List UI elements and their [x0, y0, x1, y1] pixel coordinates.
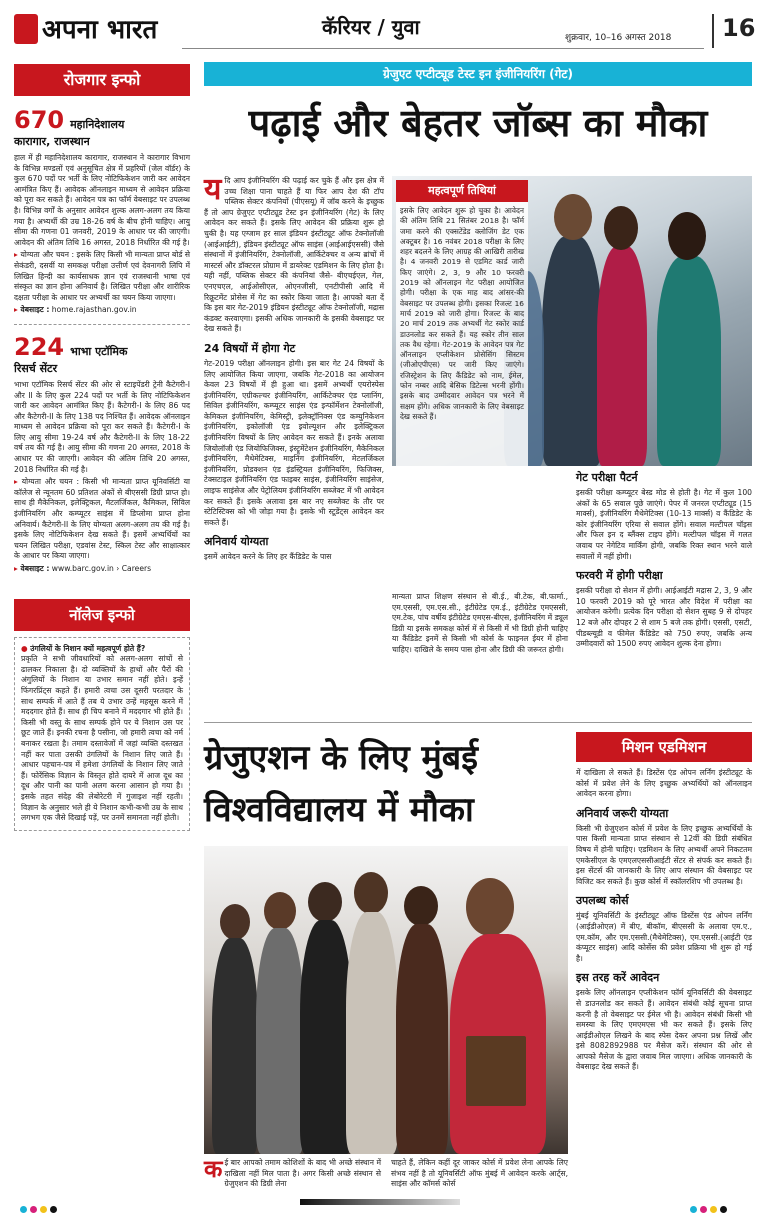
job-website: ▸ वेबसाइट : www.barc.gov.in › Careers [14, 564, 152, 573]
graduate-head [466, 878, 514, 936]
masthead-red-mark [14, 14, 38, 44]
color-dots-right [690, 1198, 730, 1217]
job-eligibility: ▸ योग्यता और चयन : किसी भी मान्यता प्राप्त यूनिवर्सिटी या कॉलेज से न्यूनतम 60 प्रतिशत अंकों से बीएससी डिग्री प्राप्त हो। साथ ही मैकेनिकल, इलेक्ट्रिकल, मैटलर्जिकल, कैमिकल, सिविल इंजीनियरिंग और कम्प्यूटर साइंस में डिप्लोमा प्राप्त होना अनिवार्य। कैटेगरी-II के लिए योग्यता अलग-अलग तय की गई है। इसके लिए नोटिफिकेशन देख सकते हैं। इसमें अभ्यर्थियों का चयन लिखित परीक्षा, एडवांस टेस्ट, स्किल टेस्ट और साक्षात्कार के आधार पर किया जाएगा। [14, 477, 190, 561]
february-exam-body: इसकी परीक्षा दो सेशन में होगी। आईआईटी मद्रास 2, 3, 9 और 10 फरवरी 2019 को पूरे भारत और विदेश में परीक्षा का आयोजन करेगी। प्रत्येक दिन परीक्षा दो सेशन सुबह 9 से दोपहर 12 बजे और दोपहर 2 से शाम 5 बजे तक होगी। एससी, एसटी, पीडब्ल्यूडी व फीमेल कैंडिडेट को 750 रुपए, जबकि अन्य उम्मीदवारों को 1500 रुपए आवेदन शुल्क देना होगा। [576, 586, 752, 649]
student-figure [542, 236, 602, 466]
gate-intro: दि आप इंजीनियरिंग की पढ़ाई कर चुके हैं और इस क्षेत्र में उच्च शिक्षा पाना चाहते हैं या फिर आप देश की टॉप पब्लिक सेक्टर कंपनियों (पीएसयू) में जॉब करने के इच्छुक हैं तो आप ग्रेजुएट एप्टीट्यूड टेस्ट इन इंजीनियरिंग (गेट) के लिए आवेदन कर सकते हैं। इसके लिए आवेदन की प्रक्रिया शुरू हो चुकी है। यह एग्जाम हर साल इंडियन इंस्टीट्यूट ऑफ टेक्नोलॉजी (आईआईटी), इंडियन इंस्टीट्यूट ऑफ साइंस (आईआईएससी) जैसे संस्थानों में इंजीनियरिंग, टेक्नोलॉजी, आर्किटेक्चर व अन्य ब्रांचों में मास्टर्स और डॉक्टरल प्रोग्राम में डायरेक्ट एडमिशन के लिए होता है। यही नहीं, पब्लिक सेक्टर की कंपनियां जैसे- बीएचईएल, गेल, एनएचएल, आईओसीएल, ओएनजीसी, एनटीपीसी आदि में रिक्रूटमेंट प्रोसेस में गेट का स्कोर किया जाता है। आपको बता दें कि इस बार गेट-2019 इंडियन इंस्टीट्यूट ऑफ टेक्नोलॉजी, मद्रास कंडक्ट करवाएगा। इसकी अधिक जानकारी के इसकी वेबसाइट पर देख सकते हैं। [204, 176, 384, 334]
graduate-figure [396, 924, 448, 1154]
graduate-head [354, 872, 388, 914]
job-body: भाभा एटॉमिक रिसर्च सेंटर की ओर से स्टाइपेंडरी ट्रेनी कैटेगरी-I और II के लिए कुल 224 पदों पर भर्ती के लिए नोटिफिकेशन जारी कर आवेदन आमंत्रित किए हैं। कैटेगरी-I के लिए 86 पद और कैटेगरी-II के लिए 138 पद निश्चित हैं। आवेदक ऑनलाइन माध्यम से आवेदन प्रक्रिया को पूरा कर सकते हैं। कैटेगरी-I के लिए आयु सीमा 19-24 वर्ष और कैटेगरी-II के लिए 18-22 वर्ष तय की गई है। आयु सीमा की गणना 20 अगस्त, 2018 के आधार पर की जाएगी। आवेदन की अंतिम तिथि 20 अगस्त, 2018 निर्धारित की गई है। [14, 379, 190, 474]
gate-dropcap: य [204, 172, 222, 207]
mumbai-dropcap: क [204, 1155, 223, 1183]
color-dots-left [20, 1198, 60, 1217]
job-website-link[interactable]: home.rajasthan.gov.in [51, 305, 137, 315]
gate-headline: पढ़ाई और बेहतर जॉब्स का मौका [248, 101, 708, 145]
gate-banner: ग्रेजुएट एप्टीट्यूड टेस्ट इन इंजीनियरिंग (गेट) [204, 62, 752, 86]
required-eligibility-body: किसी भी ग्रेजुएशन कोर्स में प्रवेश के लिए इच्छुक अभ्यर्थियों के पास किसी मान्यता प्राप्त संस्थान से 12वीं की डिग्री संबंधित विषय में होनी चाहिए। एडमिशन के लिए अभ्यर्थी अपने निकटतम एमकेसीएल के एमएलएससीआईटी सेंटर से संपर्क कर सकते हैं। इस सेंटर्स की जानकारी के लिए आप संस्थान की वेबसाइट पर विजिट कर सकते हैं। कुछ कोर्स में स्कॉलरशिप भी उपलब्ध है। [576, 823, 752, 886]
gate-eligibility-continued: मान्यता प्राप्त शिक्षण संस्थान से बी.ई., बी.टेक, बी.फार्मा., एम.एससी, एम.एस.सी., इंटीग्रेटेड एम.ई., इंटीग्रेटेड एमएससी, एम.टेक, पांच वर्षीय इंटीग्रेटेड एमएस-बीएस, इंजीनियरिंग में ड्यूल डिग्री या इसके समकक्ष कोर्स में से किसी में भी डिग्री होनी चाहिए या कैंडिडेट इनमें से किसी भी कोर्स के फाइनल ईयर में होना चाहिए। दाखिले के समय पास होना और डिग्री की जरूरत होगी। [392, 592, 568, 654]
job-prison-card [14, 106, 190, 316]
page-number: 16 [722, 14, 756, 42]
job-count: 670 [14, 106, 65, 134]
student-head [668, 212, 706, 260]
exam-pattern-body: इसकी परीक्षा कम्प्यूटर बेस्ड मोड से होती है। गेट में कुल 100 अंकों के 65 सवाल पूछे जाएंगे। पेपर में जनरल एप्टीट्यूड (15 मार्क्स), इंजीनियरिंग मैथेमेटिक्स (10-13 मार्क्स) व कैंडिडेट के कोर इंजीनियरिंग एरिया से सवाल होंगे। सवाल मल्टीपल चॉइस और फिल इन द ब्लैंक्स टाइप होंगे। मल्टीपल चॉइस में गलत जवाब पर नेगेटिव मार्किंग होगी, जबकि रिक्त स्थान भरने वाले सवालों में नहीं होगी। [576, 488, 752, 561]
mission-admission-column [576, 732, 752, 1073]
job-eligibility: ▸ योग्यता और चयन : इसके लिए किसी भी मान्यता प्राप्त बोर्ड से सेकंडरी, दसवीं या समकक्ष परीक्षा उत्तीर्ण एवं देवनागरी लिपि में लिखित हिन्दी का कार्यसाधक ज्ञान एवं राजस्थानी भाषा एवं संस्कृत का ज्ञान होना अनिवार्य है। लिखित परीक्षा और शारीरिक दक्षता परीक्षा के आधार पर अभ्यर्थी का चयन किया जाएगा। [14, 250, 190, 302]
graduate-head [220, 904, 250, 940]
gate-intro-column [204, 172, 384, 563]
available-courses-heading: उपलब्ध कोर्स [576, 894, 629, 908]
graduate-figure [256, 928, 304, 1154]
important-dates-box [396, 180, 528, 572]
graduate-figure [300, 920, 352, 1154]
knowledge-info-header: नॉलेज इन्फो [14, 599, 190, 631]
available-courses-body: मुंबई यूनिवर्सिटी के इंस्टीट्यूट ऑफ डिस्टेंस एंड ओपन लर्निंग (आईडीओएल) में बीए, बीकॉम, बीएससी के अलावा एम.ए., एम.कॉम, और एम.एससी.(मैथेमेटिक्स), एम.एससी.(आईटी एंड कंप्यूटर साइंस) आदि कोर्सेस की प्रवेश प्रक्रिया भी शुरू हो गई है। [576, 911, 752, 963]
february-exam-heading: फरवरी में होगी परीक्षा [576, 569, 663, 583]
graduates-photo [204, 846, 568, 1154]
gate-body-subjects: गेट-2019 परीक्षा ऑनलाइन होगी। इस बार गेट 24 विषयों के लिए आयोजित किया जाएगा, जबकि गेट-2018 का आयोजन केवल 23 विषयों में ही हुआ था। इसमें अभ्यर्थी एयरोस्पेस इंजीनियरिंग, एग्रीकल्चर इंजीनियरिंग, आर्किटेक्चर एंड प्लानिंग, सिविल इंजीनियरिंग, कम्प्यूटर साइंस एंड इन्फॉर्मेशन टेक्नोलॉजी, केमिकल इंजीनियरिंग, केमिस्ट्री, इलेक्ट्रॉनिक्स एंड कम्युनिकेशन इंजीनियरिंग, इकोलॉजी एंड इवोल्यूशन और इलेक्ट्रिकल इंजीनियरिंग विषयों के लिए आवेदन कर सकते हैं। इनके अलावा जियोलॉजी एंड जियोफिजिक्स, इंस्ट्रूमेंटेशन इंजीनियरिंग, मैकेनिकल इंजीनियरिंग, मैथेमेटिक्स, माइनिंग इंजीनियरिंग, मेटलर्जिकल इंजीनियरिंग, प्रोडक्शन एंड इंडस्ट्रियल इंजीनियरिंग, फिजिक्स, टेक्सटाइल इंजीनियरिंग एंड फाइबर साइंस, इंजीनियरिंग साइंसेज, लाइफ साइंसेज और पेट्रोलियम इंजीनियरिंग सब्जेक्ट में भी आवेदन कर सकते हैं। इसके अलावा इस बार नए सब्जेक्ट के तौर पर स्टेटिस्टिक्स को भी जोड़ा गया है। इसके भी स्टूडेंट्स आवेदन कर सकते हैं। [204, 358, 384, 527]
gate-subheading-eligibility: अनिवार्य योग्यता [204, 535, 269, 549]
student-figure [657, 256, 721, 466]
graduate-head [308, 882, 342, 922]
print-registration-marks [0, 1196, 768, 1210]
job-org: महानिदेशालय [70, 118, 125, 131]
gate-body-eligibility: इसमें आवेदन करने के लिए हर कैंडिडेट के पास [204, 552, 332, 562]
mumbai-headline: ग्रेजुएशन के लिए मुंबई विश्वविद्यालय में मौका [204, 738, 478, 830]
masthead [0, 0, 768, 56]
issue-date: शुक्रवार, 10–16 अगस्त 2018 [565, 33, 672, 43]
knowledge-body: प्रकृति ने सभी जीवधारियों को अलग-अलग सांचों से ढालकर निकाला है। दो व्यक्तियों के हाथों और पैरों की अंगुलियों के निशान या उभार समान नहीं होते। इन्हें फिंगरप्रिंट्स कहते हैं। हमारी त्वचा उस दूसरी परतदार के साथ सम्पर्क में आते हैं तब ये उभार उन्हें महसूस करने में मददगार होते हैं। साथ ही चिप बनाने में मददगार भी होते हैं। किसी भी वस्तु के साथ सम्पर्क होने पर ये निशान उस पर छूट जाते हैं। इनकी रचना है पसीना, जो हमारी त्वचा को नर्म बनाकर रखता है। तमाम दस्तावेजों में जहां व्यक्ति दस्तखत नहीं कर पाता उसकी उंगलियों के निशान लिए जाते हैं। आधार पहचान-पत्र में हमेशा उंगलियों के निशान लिए जाते हैं। फोरेंसिक विज्ञान के विस्तृत होते दायरे में आज दूध का दूध और पानी का पानी अलग करना आसान हो गया है। इसके तहत संदेह की लेबोरेटरी में गुजाइश नहीं रहती। विज्ञान के अनुसार भले ही ये निशान कभी-कभी उम्र के साथ लगभग एक जैसे दिखाई पड़ें, पर उनमें समानता नहीं होती। [21, 654, 183, 823]
mumbai-intro [204, 1155, 568, 1190]
masthead-divider [182, 48, 704, 49]
job-org: भाभा एटॉमिक [70, 344, 128, 358]
mission-admission-header: मिशन एडमिशन [576, 732, 752, 762]
paper-name: अपना भारत [42, 15, 158, 45]
graduate-head [264, 892, 296, 930]
mumbai-intro-col2: चाहते हैं, लेकिन कहीं दूर जाकर कोर्स में प्रवेश लेना आपके लिए संभव नहीं है तो यूनिवर्सिटी ऑफ मुंबई में आवेदन करके आर्ट्स, साइंस और कॉमर्स कोर्स [391, 1158, 568, 1189]
left-column [14, 64, 190, 1144]
job-website-link[interactable]: www.barc.gov.in › Careers [51, 564, 152, 573]
divider [14, 324, 190, 325]
section-divider [204, 722, 752, 723]
how-to-apply-heading: इस तरह करें आवेदन [576, 971, 660, 985]
gate-subheading-subjects: 24 विषयों में होगा गेट [204, 341, 296, 355]
how-to-apply-body: इसके लिए ऑनलाइन एप्लीकेशन फॉर्म यूनिवर्सिटी की वेबसाइट से डाउनलोड कर सकते हैं। आवेदन संबंधी कोई सूचना प्राप्त करनी है तो वेबसाइट पर ईमेल भी है। आवेदन संबंधी किसी भी समस्या के लिए एमएमएस भी कर सकते हैं। इसके लिए आईडीओएल लिखने के बाद स्पेस देकर अपना प्रश्न लिखें और इसे 8082892988 पर मैसेज करें। संस्थान की ओर से आपको मैसेज के द्वारा जवाब मिल जाएगा। अधिक जानकारी के वेबसाइट देख सकते हैं। [576, 988, 752, 1072]
required-eligibility-heading: अनिवार्य जरूरी योग्यता [576, 806, 669, 820]
exam-pattern-heading: गेट परीक्षा पैटर्न [576, 471, 638, 484]
job-body: हाल में ही महानिदेशालय कारागार, राजस्थान ने कारागार विभाग के विभिन्न मण्डलों एवं अनुसूचित क्षेत्र में प्रहरियों (जेल वॉर्डर) के कुल 670 पदों पर भर्ती के लिए नोटिफिकेशन जारी कर आवेदन आमंत्रित किए हैं। आवेदक ऑनलाइन माध्यम से आवेदन प्रक्रिया को पूरा कर सकते हैं। आवेदन पत्र का फॉर्म वेबसाइट पर उपलब्ध है। विभिन्न वर्गों के अनुसार आवेदन शुल्क अलग-अलग तय किया गया है। अभ्यर्थी की उम्र 18-26 वर्ष के बीच होनी चाहिए। आयु सीमा की गणना 01 जनवरी, 2019 के आधार पर की जाएगी। आवेदन की अंतिम तिथि 16 अगस्त, 2018 निर्धारित की गई है। [14, 153, 190, 247]
mission-lead: में दाखिला ले सकते हैं। डिस्टेंस एंड ओपन लर्निंग इंस्टीट्यूट के कोर्स में प्रवेश लेने के लिए इच्छुक अभ्यर्थियों को ऑनलाइन आवेदन करना होगा। [576, 768, 752, 799]
knowledge-box [14, 637, 190, 831]
page-number-rule [712, 14, 714, 48]
graduate-figure [346, 912, 398, 1154]
graduate-head [404, 886, 438, 926]
student-figure [597, 246, 647, 466]
job-dept: कारागार, राजस्थान [14, 135, 90, 148]
student-head [604, 206, 638, 250]
important-dates-header: महत्वपूर्ण तिथियां [396, 180, 528, 202]
mumbai-intro-col1: ई बार आपको तमाम कोशिशों के बाद भी अच्छे संस्थान में दाखिला नहीं मिल पाता है। अगर किसी अच्छे संस्थान से ग्रेजुएशन की डिग्री लेना [224, 1158, 381, 1189]
rozgar-info-header: रोजगार इन्फो [14, 64, 190, 96]
graduate-figure [212, 938, 258, 1154]
gate-right-column [576, 470, 752, 650]
job-count: 224 [14, 332, 65, 361]
book [466, 1036, 526, 1106]
job-website: ▸ वेबसाइट : home.rajasthan.gov.in [14, 305, 137, 315]
knowledge-question: ● उंगलियों के निशान क्यों महत्वपूर्ण होते हैं? [21, 643, 146, 653]
student-head [554, 194, 592, 240]
section-title: कॅरियर / युवा [322, 15, 420, 39]
job-barc-card [14, 333, 190, 575]
job-dept: रिसर्च सेंटर [14, 361, 58, 375]
important-dates-body: इसके लिए आवेदन शुरू हो चुका है। आवेदन की अंतिम तिथि 21 सितंबर 2018 है। फॉर्म जमा करने की एक्सटेंडेड क्लोजिंग डेट एक अक्टूबर है। 16 नवंबर 2018 परीक्षा के लिए शहर बदलने के लिए आग्रह की आखिरी तारीख है। 4 जनवरी 2019 से एडमिट कार्ड जारी किए जाएंगे। 2, 3, 9 और 10 फरवरी 2019 को ऑनलाइन गेट परीक्षा आयोजित होगी। परीक्षा के एक माह बाद आंसर-की वेबसाइट पर उपलब्ध होगी। इसका रिजल्ट 16 मार्च 2019 को जारी होगा। रिजल्ट के बाद 20 मार्च 2019 तक अभ्यर्थी गेट स्कोर कार्ड डाउनलोड कर सकते हैं। यह स्कोर तीन साल तक वैध रहेगा। गेट-2019 के आवेदन पत्र गेट ऑनलाइन एप्लीकेशन प्रोसेसिंग सिस्टम (जीओएपीएस) पर जारी किए जाएंगे। रजिस्ट्रेशन के लिए कैंडिडेट को नाम, ईमेल, फोन नम्बर आदि बेसिक डिटेल्स भरनी होंगी। इसके बाद उम्मीदवार आवेदन पत्र भरने में सक्षम होंगे। अधिक जानकारी के लिए वेबसाइट देख सकते हैं। [400, 206, 524, 421]
gray-scale-strip [300, 1199, 460, 1205]
